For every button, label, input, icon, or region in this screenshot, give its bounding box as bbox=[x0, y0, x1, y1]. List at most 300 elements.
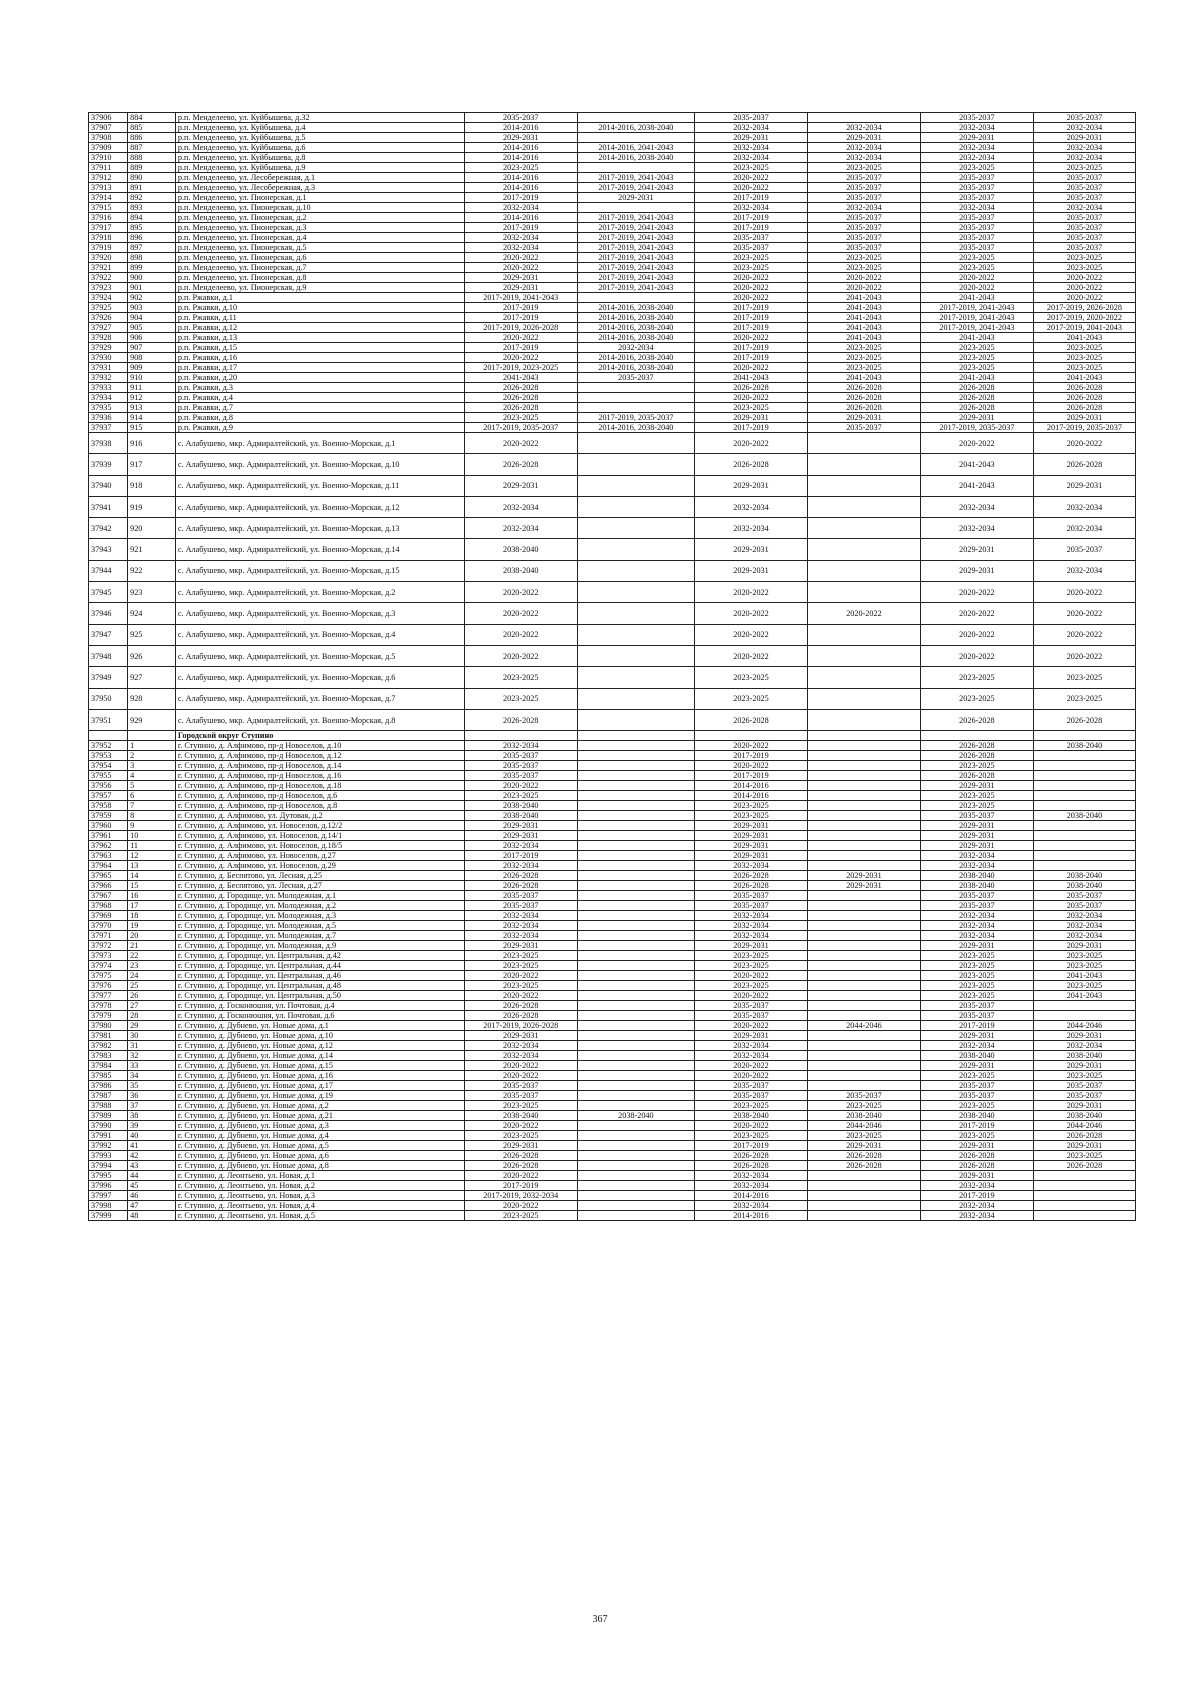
table-row bbox=[89, 781, 1136, 791]
table-cell: 2017-2019, 2041-2043 bbox=[920, 313, 1033, 323]
table-cell bbox=[577, 518, 694, 539]
table-cell: 2026-2028 bbox=[920, 751, 1033, 761]
table-cell bbox=[577, 1021, 694, 1031]
table-cell: 28 bbox=[128, 1011, 176, 1021]
table-cell: 2038-2040 bbox=[464, 560, 577, 581]
table-cell: 37974 bbox=[89, 961, 128, 971]
table-cell: 886 bbox=[128, 133, 176, 143]
table-cell: 2023-2025 bbox=[920, 971, 1033, 981]
table-cell: 2035-2037 bbox=[1033, 1081, 1135, 1091]
table-cell bbox=[464, 731, 577, 741]
table-cell bbox=[577, 771, 694, 781]
table-cell: 37998 bbox=[89, 1201, 128, 1211]
table-cell: 2032-2034 bbox=[695, 911, 808, 921]
table-cell: 2023-2025 bbox=[464, 1131, 577, 1141]
table-cell bbox=[1033, 791, 1135, 801]
table-cell: 37993 bbox=[89, 1151, 128, 1161]
table-cell: 2029-2031 bbox=[464, 941, 577, 951]
table-cell: г. Ступино, д. Алфимово, ул. Новоселов, д.18/5 bbox=[175, 841, 464, 851]
table-cell: г. Ступино, д. Госконюшня, ул. Почтовая, д.6 bbox=[175, 1011, 464, 1021]
table-cell: 2038-2040 bbox=[920, 881, 1033, 891]
table-cell: 2029-2031 bbox=[695, 539, 808, 560]
table-row bbox=[89, 433, 1136, 454]
table-cell: 892 bbox=[128, 193, 176, 203]
table-cell: 37968 bbox=[89, 901, 128, 911]
table-cell bbox=[1033, 861, 1135, 871]
table-cell: 2023-2025 bbox=[920, 667, 1033, 688]
table-cell: 37985 bbox=[89, 1071, 128, 1081]
table-cell: 2032-2034 bbox=[695, 1201, 808, 1211]
table-cell: 27 bbox=[128, 1001, 176, 1011]
table-cell: г. Ступино, д. Алфимово, пр-д Новоселов, д.16 bbox=[175, 771, 464, 781]
table-cell bbox=[807, 624, 920, 645]
table-row bbox=[89, 113, 1136, 123]
table-cell: 2044-2046 bbox=[807, 1021, 920, 1031]
table-cell: 2017-2019 bbox=[695, 771, 808, 781]
table-cell: 2026-2028 bbox=[695, 1161, 808, 1171]
table-cell: 2017-2019 bbox=[695, 1141, 808, 1151]
table-cell: 37909 bbox=[89, 143, 128, 153]
table-cell: 888 bbox=[128, 153, 176, 163]
table-cell: 2032-2034 bbox=[464, 841, 577, 851]
table-cell: 2035-2037 bbox=[695, 243, 808, 253]
table-row bbox=[89, 801, 1136, 811]
table-cell bbox=[577, 433, 694, 454]
table-row bbox=[89, 423, 1136, 433]
table-cell bbox=[577, 203, 694, 213]
table-cell: 2029-2031 bbox=[920, 831, 1033, 841]
table-row bbox=[89, 133, 1136, 143]
table-cell: 37910 bbox=[89, 153, 128, 163]
table-cell: 2020-2022 bbox=[695, 1121, 808, 1131]
table-cell: р.п. Менделеево, ул. Пионерская, д.10 bbox=[175, 203, 464, 213]
table-row bbox=[89, 373, 1136, 383]
table-cell: 2017-2019, 2026-2028 bbox=[464, 1021, 577, 1031]
table-cell: 2014-2016, 2038-2040 bbox=[577, 153, 694, 163]
table-cell: 2014-2016 bbox=[464, 153, 577, 163]
table-cell: 904 bbox=[128, 313, 176, 323]
table-cell: 2029-2031 bbox=[695, 560, 808, 581]
table-cell: 37914 bbox=[89, 193, 128, 203]
table-cell bbox=[807, 981, 920, 991]
table-cell bbox=[577, 667, 694, 688]
table-cell: г. Ступино, д. Алфимово, ул. Новоселов, д.27 bbox=[175, 851, 464, 861]
table-cell: 908 bbox=[128, 353, 176, 363]
table-cell: 2020-2022 bbox=[695, 273, 808, 283]
table-row bbox=[89, 821, 1136, 831]
table-row bbox=[89, 413, 1136, 423]
table-cell bbox=[577, 293, 694, 303]
table-cell: 2017-2019, 2041-2043 bbox=[577, 283, 694, 293]
table-cell: 2026-2028 bbox=[464, 881, 577, 891]
table-cell: 37958 bbox=[89, 801, 128, 811]
table-row bbox=[89, 203, 1136, 213]
table-cell: 923 bbox=[128, 582, 176, 603]
table-cell: 2035-2037 bbox=[920, 233, 1033, 243]
table-cell: 2020-2022 bbox=[695, 1061, 808, 1071]
table-row bbox=[89, 1211, 1136, 1221]
table-row bbox=[89, 283, 1136, 293]
table-cell bbox=[577, 688, 694, 709]
table-cell: 42 bbox=[128, 1151, 176, 1161]
table-cell bbox=[807, 891, 920, 901]
table-row bbox=[89, 1001, 1136, 1011]
table-cell: 2032-2034 bbox=[920, 518, 1033, 539]
table-row bbox=[89, 303, 1136, 313]
table-cell: 2017-2019 bbox=[464, 851, 577, 861]
table-cell: 35 bbox=[128, 1081, 176, 1091]
table-cell: р.п. Менделеево, ул. Пионерская, д.6 bbox=[175, 253, 464, 263]
table-cell bbox=[807, 518, 920, 539]
table-cell: 2026-2028 bbox=[920, 709, 1033, 730]
table-cell: 37967 bbox=[89, 891, 128, 901]
table-cell: 2017-2019 bbox=[920, 1191, 1033, 1201]
table-cell: 2035-2037 bbox=[920, 1011, 1033, 1021]
table-cell: 2026-2028 bbox=[1033, 393, 1135, 403]
table-cell: 2029-2031 bbox=[1033, 413, 1135, 423]
table-cell: 2020-2022 bbox=[464, 333, 577, 343]
table-cell: с. Алабушево, мкр. Адмиралтейский, ул. Военно-Морская, д.13 bbox=[175, 518, 464, 539]
table-cell: 37990 bbox=[89, 1121, 128, 1131]
table-row bbox=[89, 1081, 1136, 1091]
table-cell: 2032-2034 bbox=[1033, 143, 1135, 153]
table-row bbox=[89, 1091, 1136, 1101]
table-cell bbox=[577, 582, 694, 603]
table-cell: 2026-2028 bbox=[920, 771, 1033, 781]
table-cell bbox=[807, 688, 920, 709]
table-cell: 37941 bbox=[89, 496, 128, 517]
table-cell: 2032-2034 bbox=[464, 1051, 577, 1061]
table-cell: 32 bbox=[128, 1051, 176, 1061]
table-cell: 37925 bbox=[89, 303, 128, 313]
table-cell: 37911 bbox=[89, 163, 128, 173]
table-cell: 901 bbox=[128, 283, 176, 293]
table-cell: 2014-2016, 2038-2040 bbox=[577, 313, 694, 323]
table-cell: г. Ступино, д. Городище, ул. Центральная, д.50 bbox=[175, 991, 464, 1001]
table-cell: 4 bbox=[128, 771, 176, 781]
table-cell bbox=[807, 921, 920, 931]
table-cell bbox=[807, 1061, 920, 1071]
table-cell: 2035-2037 bbox=[920, 183, 1033, 193]
table-cell: 2029-2031 bbox=[464, 1031, 577, 1041]
table-cell: р.п. Ржавки, д.3 bbox=[175, 383, 464, 393]
table-cell: г. Ступино, д. Дубнево, ул. Новые дома, д.21 bbox=[175, 1111, 464, 1121]
table-cell bbox=[577, 1181, 694, 1191]
table-row bbox=[89, 273, 1136, 283]
table-cell bbox=[577, 1191, 694, 1201]
table-cell: р.п. Менделеево, ул. Пионерская, д.4 bbox=[175, 233, 464, 243]
table-cell: г. Ступино, д. Дубнево, ул. Новые дома, д.8 bbox=[175, 1161, 464, 1171]
table-cell: 2017-2019, 2041-2043 bbox=[577, 183, 694, 193]
table-cell: 2035-2037 bbox=[695, 1081, 808, 1091]
table-cell: 2023-2025 bbox=[807, 343, 920, 353]
table-cell: 2029-2031 bbox=[464, 1141, 577, 1151]
table-cell: 2026-2028 bbox=[464, 1001, 577, 1011]
table-cell: 2014-2016, 2038-2040 bbox=[577, 323, 694, 333]
table-cell: 2020-2022 bbox=[464, 781, 577, 791]
table-cell: 48 bbox=[128, 1211, 176, 1221]
table-cell: 2020-2022 bbox=[920, 624, 1033, 645]
table-cell: 2017-2019, 2035-2037 bbox=[1033, 423, 1135, 433]
table-row bbox=[89, 981, 1136, 991]
table-cell: 2020-2022 bbox=[1033, 273, 1135, 283]
table-cell: 2032-2034 bbox=[464, 921, 577, 931]
table-cell bbox=[1033, 1211, 1135, 1221]
table-cell: 2023-2025 bbox=[920, 961, 1033, 971]
table-cell: 20 bbox=[128, 931, 176, 941]
table-cell: р.п. Менделеево, ул. Пионерская, д.5 bbox=[175, 243, 464, 253]
table-cell: 2023-2025 bbox=[464, 951, 577, 961]
table-cell: 2020-2022 bbox=[695, 1021, 808, 1031]
table-cell: 37955 bbox=[89, 771, 128, 781]
table-cell: 37929 bbox=[89, 343, 128, 353]
table-cell: 2029-2031 bbox=[464, 133, 577, 143]
table-cell bbox=[1033, 731, 1135, 741]
table-cell: 2026-2028 bbox=[464, 1151, 577, 1161]
table-row bbox=[89, 475, 1136, 496]
table-cell: 2017-2019 bbox=[920, 1121, 1033, 1131]
table-cell: 2017-2019, 2041-2043 bbox=[577, 213, 694, 223]
table-cell: 37935 bbox=[89, 403, 128, 413]
table-cell: 2035-2037 bbox=[695, 1091, 808, 1101]
table-cell: 37957 bbox=[89, 791, 128, 801]
table-cell: р.п. Ржавки, д.15 bbox=[175, 343, 464, 353]
table-row bbox=[89, 901, 1136, 911]
table-row bbox=[89, 1051, 1136, 1061]
table-cell: 2029-2031 bbox=[1033, 1031, 1135, 1041]
table-cell: 2020-2022 bbox=[464, 1121, 577, 1131]
table-cell: 3 bbox=[128, 761, 176, 771]
table-cell: с. Алабушево, мкр. Адмиралтейский, ул. Военно-Морская, д.6 bbox=[175, 667, 464, 688]
table-cell: 2035-2037 bbox=[920, 811, 1033, 821]
table-cell: 2026-2028 bbox=[807, 393, 920, 403]
table-cell: 2020-2022 bbox=[695, 183, 808, 193]
table-cell bbox=[128, 731, 176, 741]
table-cell: 2029-2031 bbox=[695, 475, 808, 496]
table-cell: 2041-2043 bbox=[920, 333, 1033, 343]
table-cell: 2041-2043 bbox=[807, 323, 920, 333]
table-cell: 2029-2031 bbox=[577, 193, 694, 203]
table-cell: 2023-2025 bbox=[920, 688, 1033, 709]
table-cell bbox=[807, 791, 920, 801]
table-cell: г. Ступино, д. Алфимово, пр-д Новоселов, д.14 bbox=[175, 761, 464, 771]
table-cell: 2020-2022 bbox=[464, 624, 577, 645]
table-cell bbox=[1033, 1181, 1135, 1191]
table-row bbox=[89, 253, 1136, 263]
table-cell: 37919 bbox=[89, 243, 128, 253]
table-cell: 2032-2034 bbox=[807, 203, 920, 213]
table-cell: 37931 bbox=[89, 363, 128, 373]
table-cell: г. Ступино, д. Городище, ул. Молодежная, д.1 bbox=[175, 891, 464, 901]
table-row bbox=[89, 496, 1136, 517]
table-cell bbox=[577, 871, 694, 881]
table-cell: 2023-2025 bbox=[807, 1131, 920, 1141]
table-cell: 2023-2025 bbox=[920, 253, 1033, 263]
table-cell: 37936 bbox=[89, 413, 128, 423]
table-cell: р.п. Менделеево, ул. Куйбышева, д.32 bbox=[175, 113, 464, 123]
table-cell: р.п. Менделеево, ул. Пионерская, д.8 bbox=[175, 273, 464, 283]
table-cell: 2038-2040 bbox=[464, 811, 577, 821]
table-cell: г. Ступино, д. Госконюшня, ул. Почтовая, д.4 bbox=[175, 1001, 464, 1011]
table-cell bbox=[577, 921, 694, 931]
table-cell: 2032-2034 bbox=[920, 931, 1033, 941]
table-cell: 2023-2025 bbox=[920, 1101, 1033, 1111]
table-cell: 2020-2022 bbox=[807, 283, 920, 293]
table-cell: 2017-2019 bbox=[695, 313, 808, 323]
table-row bbox=[89, 223, 1136, 233]
table-cell: 2035-2037 bbox=[807, 233, 920, 243]
table-cell bbox=[577, 791, 694, 801]
table-cell: 16 bbox=[128, 891, 176, 901]
table-cell: г. Ступино, д. Алфимово, ул. Новоселов, д.12/2 bbox=[175, 821, 464, 831]
table-cell: 2029-2031 bbox=[695, 133, 808, 143]
table-cell: 895 bbox=[128, 223, 176, 233]
table-cell: 37996 bbox=[89, 1181, 128, 1191]
table-row bbox=[89, 1121, 1136, 1131]
table-cell: 2023-2025 bbox=[695, 981, 808, 991]
table-cell: 2035-2037 bbox=[920, 243, 1033, 253]
table-cell: 2041-2043 bbox=[1033, 373, 1135, 383]
table-cell bbox=[577, 1141, 694, 1151]
table-cell: 2032-2034 bbox=[695, 931, 808, 941]
table-cell: 2041-2043 bbox=[1033, 991, 1135, 1001]
table-cell: 900 bbox=[128, 273, 176, 283]
table-cell: 11 bbox=[128, 841, 176, 851]
table-cell: 889 bbox=[128, 163, 176, 173]
table-cell: 14 bbox=[128, 871, 176, 881]
table-cell: 2041-2043 bbox=[920, 293, 1033, 303]
table-cell: 37976 bbox=[89, 981, 128, 991]
table-cell: 2029-2031 bbox=[464, 821, 577, 831]
table-cell: 2035-2037 bbox=[1033, 173, 1135, 183]
table-cell: 2035-2037 bbox=[807, 423, 920, 433]
table-cell: 2017-2019 bbox=[695, 423, 808, 433]
table-cell: 37984 bbox=[89, 1061, 128, 1071]
table-cell: 2023-2025 bbox=[695, 1101, 808, 1111]
table-cell: 2026-2028 bbox=[1033, 1131, 1135, 1141]
table-cell: 37981 bbox=[89, 1031, 128, 1041]
register-table bbox=[88, 112, 1136, 1221]
table-cell: 2029-2031 bbox=[695, 851, 808, 861]
table-cell: 2023-2025 bbox=[920, 981, 1033, 991]
table-cell: 26 bbox=[128, 991, 176, 1001]
table-cell: 37915 bbox=[89, 203, 128, 213]
table-cell: 909 bbox=[128, 363, 176, 373]
table-cell: р.п. Ржавки, д.1 bbox=[175, 293, 464, 303]
table-cell bbox=[577, 781, 694, 791]
table-cell: 2017-2019, 2041-2043 bbox=[577, 253, 694, 263]
table-cell bbox=[807, 961, 920, 971]
table-cell bbox=[577, 539, 694, 560]
table-cell: г. Ступино, д. Леонтьево, ул. Новая, д.4 bbox=[175, 1201, 464, 1211]
table-cell: 2026-2028 bbox=[464, 383, 577, 393]
table-cell: 2032-2034 bbox=[695, 921, 808, 931]
table-cell: 2032-2034 bbox=[1033, 496, 1135, 517]
table-cell: 2026-2028 bbox=[464, 393, 577, 403]
table-cell: 2023-2025 bbox=[1033, 343, 1135, 353]
table-row bbox=[89, 1141, 1136, 1151]
table-cell: 2020-2022 bbox=[464, 253, 577, 263]
table-cell: 41 bbox=[128, 1141, 176, 1151]
table-cell bbox=[807, 539, 920, 560]
table-cell bbox=[1033, 761, 1135, 771]
table-cell: 2035-2037 bbox=[695, 1001, 808, 1011]
table-cell: 2032-2034 bbox=[1033, 153, 1135, 163]
table-cell: 2026-2028 bbox=[464, 709, 577, 730]
table-cell: 929 bbox=[128, 709, 176, 730]
table-cell: 2023-2025 bbox=[807, 263, 920, 273]
table-cell: 37928 bbox=[89, 333, 128, 343]
table-cell bbox=[577, 1151, 694, 1161]
table-cell bbox=[577, 931, 694, 941]
table-cell: 2017-2019, 2020-2022 bbox=[1033, 313, 1135, 323]
table-cell: 2023-2025 bbox=[1033, 688, 1135, 709]
table-cell: 37933 bbox=[89, 383, 128, 393]
table-cell: 906 bbox=[128, 333, 176, 343]
table-cell: 919 bbox=[128, 496, 176, 517]
table-cell: 2014-2016, 2038-2040 bbox=[577, 363, 694, 373]
table-cell: 2023-2025 bbox=[920, 761, 1033, 771]
table-cell: 37999 bbox=[89, 1211, 128, 1221]
table-cell: 2026-2028 bbox=[807, 1151, 920, 1161]
table-cell bbox=[807, 560, 920, 581]
table-cell: г. Ступино, д. Дубнево, ул. Новые дома, д.10 bbox=[175, 1031, 464, 1041]
table-cell: р.п. Ржавки, д.16 bbox=[175, 353, 464, 363]
table-cell: 24 bbox=[128, 971, 176, 981]
table-cell: 43 bbox=[128, 1161, 176, 1171]
table-cell: 37980 bbox=[89, 1021, 128, 1031]
table-cell: 2023-2025 bbox=[695, 688, 808, 709]
table-cell: 2032-2034 bbox=[695, 123, 808, 133]
table-cell: 2035-2037 bbox=[1033, 1091, 1135, 1101]
table-cell: 2032-2034 bbox=[920, 1181, 1033, 1191]
table-cell: 899 bbox=[128, 263, 176, 273]
table-cell: 40 bbox=[128, 1131, 176, 1141]
table-cell: 2026-2028 bbox=[695, 709, 808, 730]
table-cell: 2035-2037 bbox=[1033, 223, 1135, 233]
table-cell: 2017-2019, 2041-2043 bbox=[920, 323, 1033, 333]
table-cell: 2023-2025 bbox=[920, 163, 1033, 173]
table-cell: 2020-2022 bbox=[695, 971, 808, 981]
table-cell: 910 bbox=[128, 373, 176, 383]
table-cell: 2023-2025 bbox=[1033, 961, 1135, 971]
table-cell: 2017-2019 bbox=[464, 313, 577, 323]
table-cell: 37907 bbox=[89, 123, 128, 133]
table-cell bbox=[695, 731, 808, 741]
table-cell: 2032-2034 bbox=[1033, 931, 1135, 941]
table-cell: 2023-2025 bbox=[920, 1071, 1033, 1081]
table-cell bbox=[807, 751, 920, 761]
table-cell bbox=[807, 645, 920, 666]
table-cell: 2020-2022 bbox=[1033, 582, 1135, 603]
table-cell: 2035-2037 bbox=[807, 1091, 920, 1101]
table-cell bbox=[807, 931, 920, 941]
table-cell: 2017-2019 bbox=[695, 343, 808, 353]
table-cell bbox=[807, 582, 920, 603]
table-cell: 2023-2025 bbox=[807, 353, 920, 363]
table-cell: 2038-2040 bbox=[1033, 881, 1135, 891]
table-cell: с. Алабушево, мкр. Адмиралтейский, ул. Военно-Морская, д.15 bbox=[175, 560, 464, 581]
table-cell: г. Ступино, д. Дубнево, ул. Новые дома, д.14 bbox=[175, 1051, 464, 1061]
table-cell: 37979 bbox=[89, 1011, 128, 1021]
table-cell: 2023-2025 bbox=[695, 801, 808, 811]
table-cell: 2029-2031 bbox=[695, 941, 808, 951]
table-cell: 912 bbox=[128, 393, 176, 403]
table-cell: 2017-2019, 2035-2037 bbox=[920, 423, 1033, 433]
table-cell: г. Ступино, д. Алфимово, пр-д Новоселов, д.6 bbox=[175, 791, 464, 801]
table-cell: 2023-2025 bbox=[1033, 1151, 1135, 1161]
table-cell: 2017-2019 bbox=[695, 213, 808, 223]
